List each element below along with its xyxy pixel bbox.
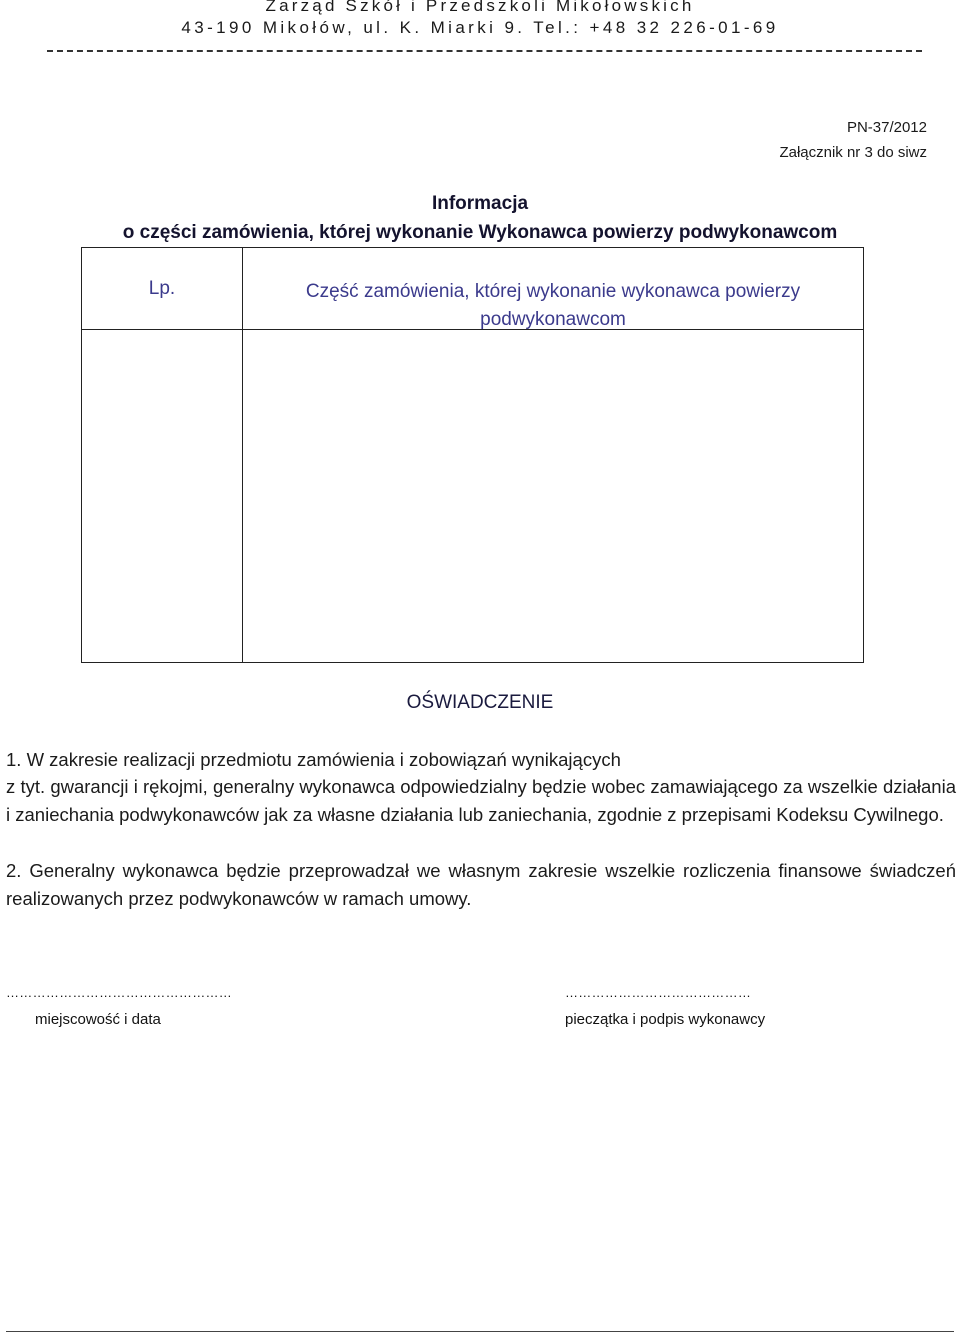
declaration-point-1-line-1: 1. W zakresie realizacji przedmiotu zamówienia i zobowiązań wynikających (6, 749, 621, 770)
document-title: Informacja (431, 193, 529, 214)
attachment-label: Załącznik nr 3 do siwz (779, 144, 927, 161)
declaration-point-1-continuation: z tyt. gwarancji i rękojmi, generalny wykonawca odpowiedzialny będzie wobec zamawiającego za wszelkie działania i zaniechania podwykonawców jak za własne działania lub zaniechania, zgodnie z przepisami Kodeksu Cywilnego. (6, 776, 956, 825)
footer-divider (6, 1331, 954, 1332)
declaration-point-2: 2. Generalny wykonawca będzie przeprowadzał we własnym zakresie wszelkie rozliczenia finansowe świadczeń realizowanych przez podwykonawców w ramach umowy. (6, 860, 956, 909)
table-header-part: Część zamówienia, której wykonanie wykonawca powierzy podwykonawcom (305, 281, 801, 330)
signature-label: pieczątka i podpis wykonawcy (565, 1011, 766, 1028)
subcontract-table (81, 247, 864, 663)
organization-address: 43-190 Mikołów, ul. K. Miarki 9. Tel.: +48 32 226-01-69 (181, 18, 779, 37)
signature-line: …………………………………… (565, 985, 752, 1000)
table-header-lp: Lp. (148, 278, 176, 299)
place-date-label: miejscowość i data (35, 1011, 161, 1028)
declaration-title: OŚWIADCZENIE (406, 692, 554, 713)
organization-name: Zarząd Szkół i Przedszkoli Mikołowskich (265, 0, 695, 15)
header-divider (47, 50, 922, 52)
case-number: PN-37/2012 (846, 119, 927, 136)
document-subtitle: o części zamówienia, której wykonanie Wykonawca powierzy podwykonawcom (122, 222, 838, 243)
place-date-line: …………………………………………… (6, 985, 233, 1000)
